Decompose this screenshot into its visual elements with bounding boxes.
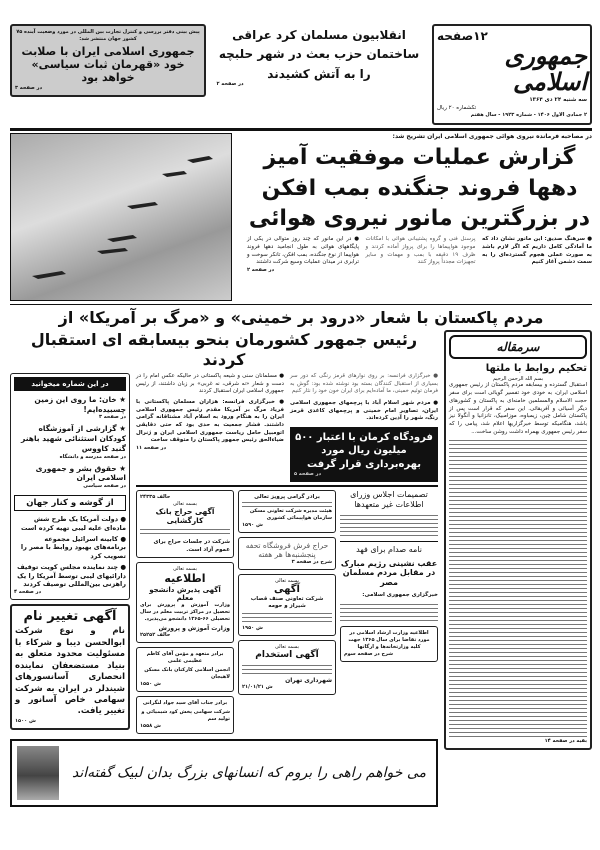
page-ref: در صفحه ۵ xyxy=(294,471,322,478)
ad-code: ش ۱۵۵۸ xyxy=(140,723,161,730)
left-area xyxy=(10,330,438,807)
bismillah: بسمه تعالی xyxy=(172,566,198,573)
newspaper-logo: جمهوری اسلامی xyxy=(504,41,587,97)
headline: را به آتش کشیدند xyxy=(267,66,371,81)
ad-title: آگهی xyxy=(274,583,300,595)
bismillah: بسمه تعالی xyxy=(172,500,198,507)
ad-text xyxy=(140,527,230,537)
top-center-story[interactable] xyxy=(217,24,422,88)
ad-code: ش ۱۹۵۰ xyxy=(242,625,263,632)
ministers-headline[interactable]: تصمیمات اجلاس وزرای اطلاعات غیر متعهدها xyxy=(350,489,428,509)
ad-text xyxy=(242,500,332,508)
pakistan-col: ● خبرگزاری فرانسه: هزاران مسلمان پاکستانی با فریاد مرگ بر آمریکا مقدم رئیس جمهوری اسلامی ایران را به هنگام ورود به اسلام آباد مشتاقانه گرامی داشتند. فشار جمعیت به حدی بود که حتی دقایقی اتومبیل حامل ریاست جمهوری اسلامی ایران و ژنرال ضیاءالحق رئیس جمهور پاکستان را متوقف ساخت xyxy=(136,398,284,444)
bismillah: بسمه تعالی xyxy=(274,577,300,584)
egypt-headline[interactable]: عقب نشینی رژیم مبارک در مقابل مردم مسلمان مصر xyxy=(340,558,438,587)
item-title: ★ خان: ما روی این زمین چسبیده‌ایم! xyxy=(34,394,126,414)
lead-col: پرسنل فنی و گروه پشتیبانی هوائی با امکانات موجود هواپیماها را برای پرواز آماده کردند و ظرف ۱۹ دقیقه با بمب و مهمات و سایر تجهیزات مجدداً پرواز کنند xyxy=(365,236,476,266)
headline: جمهوری اسلامی ایران با صلابت خود «قهرمان ثبات سیاسی» خواهد بود xyxy=(21,45,195,85)
lead-col-wrap xyxy=(247,236,359,274)
contents-item[interactable] xyxy=(14,464,126,491)
issue: ۲ جمادی الاول ۱۴۰۶ - شماره ۱۹۲۳ - سال هفتم xyxy=(470,112,587,119)
page-ref: در صفحه ۲ xyxy=(247,267,275,274)
pakistan-col-right xyxy=(290,373,438,483)
editorial[interactable] xyxy=(444,330,592,750)
world-item[interactable]: ● دولت آمریکا یک طرح شش ماده‌ای علیه لیبی تهیه کرده است xyxy=(21,515,126,532)
page-ref: در صفحه ۲ xyxy=(216,81,244,88)
ad-text xyxy=(242,663,332,677)
kicker: پیش بینی دفتر بررسی و کنترل تجارت بین المللی در مورد وضعیت آینده ۷۵ کشور جهان منتشر شد: xyxy=(16,29,200,42)
ad-code: ش ۱۵۵۰ xyxy=(140,681,161,688)
ad-title: اطلاعیه xyxy=(164,572,206,586)
ad-title: آگهی تغییر نام xyxy=(23,608,117,624)
ad-code: ش ۱۵۹۰ xyxy=(242,521,263,528)
editorial-title: تحکیم روابط با ملتها xyxy=(485,363,587,375)
page-ref: در صفحه ۳ xyxy=(98,414,126,421)
ad-sign: شرکت سهامی پخش کود شیمیائی و توليد سم xyxy=(141,709,230,723)
bismillah: بسمه تعالی xyxy=(274,644,300,651)
hiring-ad[interactable] xyxy=(238,640,336,695)
name-change-ad xyxy=(10,604,130,730)
left-columns xyxy=(10,373,438,734)
ad-body: شرکت در جلسات حراج برای عموم آزاد است. xyxy=(153,538,230,553)
page-ref: شرح در صفحه سوم xyxy=(344,650,394,657)
ad-body: نام و نوع شرکت ابوالحسن دیبا و شرکاء با مسئولیت محدود متعلق به بنیاد مستضعفان نماینده انحصاری آسانسورهای شیندلر در ایران به شرکت سهامی خاص آسانور و تغییر یافت. xyxy=(15,626,125,717)
pakistan-columns xyxy=(136,373,438,483)
page-ref: در صفحه ۱۱ xyxy=(136,445,167,452)
teacher-admission-ad[interactable] xyxy=(136,562,234,643)
world-title: از گوشه و کنار جهان xyxy=(14,495,126,511)
top-left-story[interactable] xyxy=(10,24,206,97)
jet-silhouettes xyxy=(32,156,213,279)
ad-sign: شهرداری تهران xyxy=(285,676,332,684)
condolence-ad[interactable] xyxy=(136,696,234,734)
ad-sign: وزارت آموزش و پرورش xyxy=(158,625,230,633)
masthead-logo-box xyxy=(432,24,592,125)
item-title: ★ گزارشی از آموزشگاه کودکان استثنائی شهید باهنر گنبد کاووس xyxy=(21,424,126,453)
pakistan-col: ● مسلمانان سنی و شیعه پاکستانی در حالیکه عکس امام را در دست و شعار «نه شرقی، نه غربی» بر زبان داشتند، از رئیس جمهوری اسلامی ایران استقبال کردند xyxy=(136,372,284,395)
ads-column xyxy=(136,490,234,734)
item-title: ★ حقوق بشر و جمهوری اسلامی ایران xyxy=(35,463,126,483)
ad-code: ش ۱۵۰۰ xyxy=(15,717,36,724)
basmala: بسم الله الرحمن الرحیم xyxy=(492,376,544,383)
page-ref: در صفحه مدرسه و دانشگاه xyxy=(59,453,126,460)
ads-column xyxy=(238,490,336,695)
date: سه شنبه ۲۴ دی ۱۳۶۴ xyxy=(529,96,587,103)
ershad-notice[interactable] xyxy=(340,626,438,662)
ad-subtitle: شرکت تعاونی صنف قصاب شیراز و حومه xyxy=(250,595,324,609)
masthead-rule xyxy=(10,128,592,131)
headline-line: دهها فروند جنگنده بمب افکن xyxy=(261,175,578,201)
lower-area xyxy=(10,330,592,807)
ad-subtitle: آگهی پذیرش دانشجو معلم xyxy=(149,585,221,602)
page-ref: شرح در صفحه ۳ xyxy=(291,558,332,565)
lead-kicker: در مصاحبه فرمانده نیروی هوائی جمهوری اسلامی ایران تشریح شد: xyxy=(392,132,592,140)
lead-col: ● سرهنگ صدیق: این مانور نشان داد که ما آمادگی کامل داریم که اگر لازم باشد به صورت عملی هجوم گسترده‌ای را به سمت دشمن آغاز کنیم xyxy=(482,236,592,266)
kerman-story[interactable] xyxy=(290,427,438,483)
condolence-ad[interactable] xyxy=(238,490,336,533)
editorial-logo: سرمقاله xyxy=(449,335,587,359)
editorial-body: استقبال گسترده و بیسابقه مردم پاکستان از رئیس جمهوری اسلامی ایران، به خودی خود تفسیر گویائی است برای سفر حجت الاسلام والمسلمین خامنه‌ای به پاکستان و کشورهای دیگر آسیائی و آفریقائی. این سفر که قرار است پس از پاکستان شامل چین، زیمباوه، موزامبیک، تانزانیا و آنگولا نیز باشد، هنگامیکه توسط خبرگزاریها اعلام شد، پیامی را که سفر رئیس جمهوری بهمراه داشت روشن ساخت... xyxy=(449,382,587,435)
contents-box xyxy=(10,373,130,600)
ad-sign: انجمن اسلامی کارکنان بانک مسکن لاهیجان xyxy=(144,667,230,681)
lead-story[interactable] xyxy=(247,133,592,274)
page-ref: در صفحه ۴ xyxy=(14,588,42,595)
carpet-auction-ad[interactable] xyxy=(238,537,336,570)
page-count: ۱۲صفحه xyxy=(437,29,488,43)
egypt-text xyxy=(340,602,438,622)
editorial-text xyxy=(449,438,587,738)
notice-text: اطلاعیه وزارت ارشاد اسلامی در مورد تقاضا برای سال ۱۳۶۵ جهت کلیه وزارتخانه‌ها و ارگانها xyxy=(348,629,430,650)
ad-sign: هیئت مدیره شرکت تعاونی مسکن سازمان هواپیمائی کشوری xyxy=(249,507,332,521)
pakistan-col: ● مردم شهر اسلام آباد با پرچمهای جمهوری اسلامی ایران، تصاویر امام خمینی و پرچمهای کاغذی قرمز رنگ، شهر را آذین کرده‌اند. xyxy=(290,399,438,422)
world-item[interactable]: ● چند نماینده مجلس کویت توقیف دارائیهای لیبی توسط آمریکا را یک راهزنی بین‌المللی توصیف کردند xyxy=(17,563,126,589)
headline: انقلابیون مسلمان کرد عراقی xyxy=(232,28,406,42)
divider xyxy=(10,304,592,306)
pakistan-col-left xyxy=(136,373,284,452)
ad-text xyxy=(242,611,332,625)
contents-item[interactable] xyxy=(14,395,126,422)
left-column xyxy=(10,373,130,730)
pakistan-headline[interactable]: مردم پاکستان با شعار «درود بر خمینی» و «مرگ بر آمریکا» از xyxy=(58,308,544,328)
ad-code: حالف ۲۵۲۵۲ xyxy=(140,632,171,639)
headline-line: گزارش عملیات موفقیت آمیز xyxy=(263,145,576,171)
ad-title: آگهی حراج بانک کارگشایی xyxy=(155,506,215,525)
banner-quote: می خواهم راهی را بروم که انسانهای بزرگ بدان لبیک گفته‌اند xyxy=(71,765,427,782)
news-column xyxy=(340,490,438,662)
page-ref: در صفحه ۳ xyxy=(15,84,43,91)
contents-item[interactable] xyxy=(14,424,126,460)
butcher-coop-ad[interactable] xyxy=(238,574,336,636)
lead-row xyxy=(10,133,592,301)
ad-title: آگهی استخدام xyxy=(255,650,319,661)
jets-photo xyxy=(10,133,232,301)
headline-line: در بزرگترین مانور نیروی هوائی xyxy=(248,205,591,231)
egypt-source: خبرگزاری جمهوری اسلامی: xyxy=(362,591,438,598)
pakistan-headline[interactable]: رئیس جمهور کشورمان بنحو بیسابقه ای استقبال کردند xyxy=(30,330,418,369)
divider xyxy=(136,485,438,487)
ad-code: ش ۲۱/۰۱/۲۱ xyxy=(242,683,273,690)
ad-body: وزارت آموزش و پرورش برای تحصیل در مراکز تربیت معلم در سال تحصیلی ۶۶-۱۳۶۵ دانشجو می‌پذیرد. xyxy=(140,602,230,623)
lead-columns xyxy=(247,236,592,274)
pakistan-col: ● خبرگزاری فرانسه: بر روی نوارهای قرمز رنگی که دور سر بسیاری از استقبال کنندگان بسته بود نوشته شده بود: گوش به فرمان توئیم خمینی، ما آماده‌ایم برای ایران خون خود را نثار کنیم xyxy=(290,372,438,395)
headline: ساختمان حزب بعث در شهر حلبچه xyxy=(218,47,420,62)
page-ref: بقیه در صفحه ۱۴ xyxy=(544,738,587,745)
saddam-headline[interactable]: نامه صدام برای فهد xyxy=(340,541,438,555)
lead-col: ● در این مانور که چند روز متوالی در یکی از پایگاههای هوائی به طول انجامید دهها فروند هواپیما از نوع جنگنده، بمب افکن، تانکر سوخت و ترابری در میدان عملیات وسیع شرکت داشتند xyxy=(247,236,359,266)
newspaper-page xyxy=(10,24,592,807)
ad-title: برادر جناب آقای سید جواد لنگرانی xyxy=(142,700,228,707)
page-ref: در صفحه سیاسی xyxy=(83,483,126,490)
martyr-banner xyxy=(10,739,438,807)
masthead-row xyxy=(10,24,592,125)
world-item[interactable]: ● کابینه اسرائیل مجموعه برنامه‌های بهبود روابط با مصر را تصویب کرد xyxy=(20,534,126,560)
martyr-photo xyxy=(17,746,59,800)
headline: فرودگاه کرمان با اعتبار ۵۰۰ میلیون ریال مورد بهره‌برداری قرار گرفت xyxy=(295,431,433,470)
contents-title: در این شماره میخوانید xyxy=(14,377,126,391)
bank-auction-ad[interactable] xyxy=(136,490,234,558)
condolence-ad[interactable] xyxy=(136,647,234,692)
ads-grid xyxy=(136,490,438,734)
ad-title: برادر متعهد و مؤمن آقای کاظم عظیمی علمی xyxy=(146,651,224,665)
ministers-text xyxy=(340,513,438,537)
ad-code: حالف ۲۴۳۳۵ xyxy=(140,493,171,500)
price: تکشماره ۲۰ ریال xyxy=(437,105,477,112)
stories-and-ads xyxy=(136,373,438,734)
ad-title: حراج فرش فروشگاه تحفه پنجشنبه‌ها هر هفته xyxy=(245,540,329,559)
ad-title: برادر گرامی پرویز تعالی xyxy=(254,493,320,500)
